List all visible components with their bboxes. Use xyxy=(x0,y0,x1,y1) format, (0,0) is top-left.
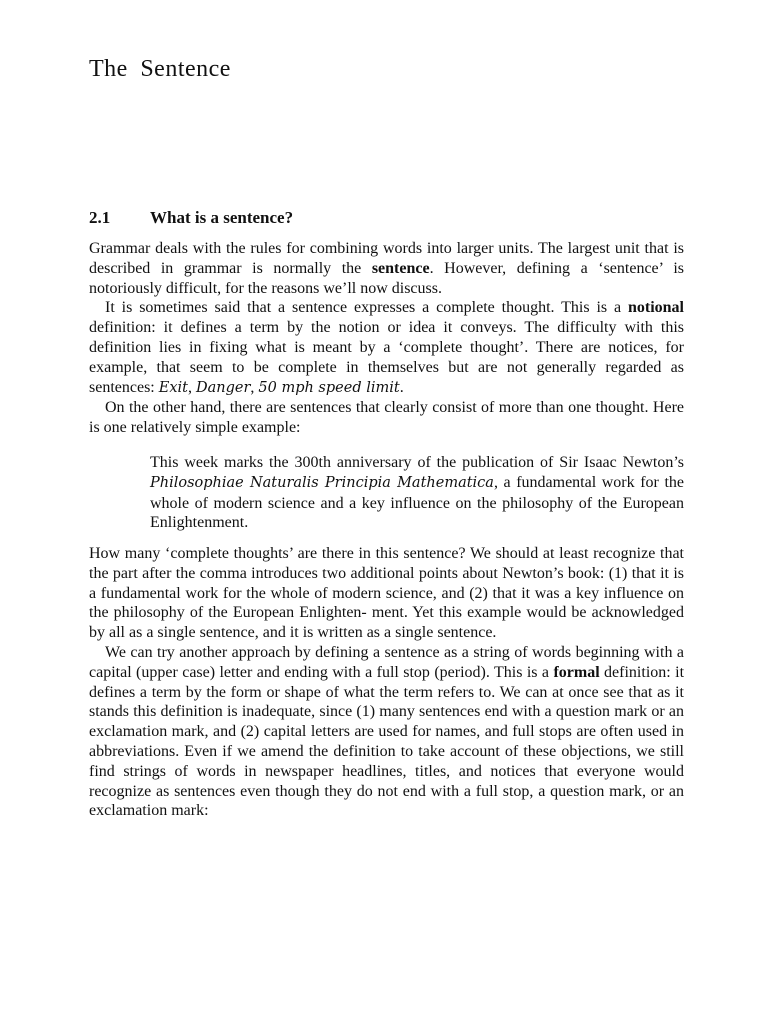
quote-book-title: Philosophiae Naturalis Principia Mathematica xyxy=(150,474,494,491)
body-text-block-2 xyxy=(89,544,684,821)
paragraph-4: How many ‘complete thoughts’ are there in this sentence? We should at least recognize that the part after the comma introduces two additional points about Newton’s book: (1) that it is a fundamental work for the whole of modern science, and (2) that it was a key influence on the philosophy of the European Enlighten- ment. Yet this example would be acknowledged by all as a single sentence, and it is written as a single sentence. xyxy=(89,545,684,642)
paragraph-5-text-a: We can try another approach by defining a sentence as a string of words beginning with a capital (upper case) letter and ending with a full stop (period). This is a xyxy=(89,643,684,681)
paragraph-2-text-b: definition: it defines a term by the notion or idea it conveys. The difficulty with this definition lies in fixing what is meant by a ‘complete thought’. There are notices, for example, that seem to be complete in themselves but are not generally regarded as sentences: xyxy=(89,319,684,396)
section-title: What is a sentence? xyxy=(150,208,294,227)
paragraph-5 xyxy=(89,643,684,821)
paragraph-1-text-a: Grammar deals with the rules for combining words into larger units. The largest unit that is described in grammar is normally the xyxy=(89,240,684,277)
separator: , xyxy=(187,378,196,396)
paragraph-1-text-b: . However, defining a ‘sentence’ is notoriously difficult, for the reasons we’ll now discuss. xyxy=(89,259,685,297)
term-sentence: sentence xyxy=(371,259,430,277)
paragraph-5-text-b: definition: it defines a term by the form or shape of what the term refers to. We can at once see that as it stands this definition is inadequate, since (1) many sentences end with a question mark or an exclamation mark, and (2) capital letters are used for names, and full stops are often used in abbreviations. Even if we amend the definition to take account of these objections, we still find strings of words in newspaper headlines, titles, and notices that everyone would recognize as sentences even though they do not end with a full stop, a question mark, or an exclamation mark: xyxy=(89,663,685,820)
example-exit: Exit xyxy=(158,379,188,396)
chapter-title: The Sentence xyxy=(89,56,231,82)
paragraph-3: On the other hand, there are sentences that clearly consist of more than one thought. Here is one relatively simple example: xyxy=(89,399,684,437)
paragraph-1 xyxy=(89,239,684,298)
paragraph-2 xyxy=(89,298,684,398)
section-number: 2.1 xyxy=(89,208,111,227)
example-danger: Danger xyxy=(195,379,251,396)
body-text-block-1 xyxy=(89,239,684,438)
separator: , xyxy=(250,378,259,396)
section-heading xyxy=(89,208,293,228)
term-formal: formal xyxy=(553,663,600,681)
paragraph-2-end: . xyxy=(399,378,404,396)
quote-text-a: This week marks the 300th anniversary of the publication of Sir Isaac Newton’s xyxy=(150,454,684,471)
block-quote xyxy=(150,453,684,533)
term-notional: notional xyxy=(627,299,684,317)
paragraph-2-text-a: It is sometimes said that a sentence expresses a complete thought. This is a xyxy=(105,299,628,317)
example-speed-limit: 50 mph speed limit xyxy=(258,379,400,396)
quote-text-b: , a fundamental work for the whole of modern science and a key influence on the philosophy of the European Enlightenment. xyxy=(150,473,684,532)
